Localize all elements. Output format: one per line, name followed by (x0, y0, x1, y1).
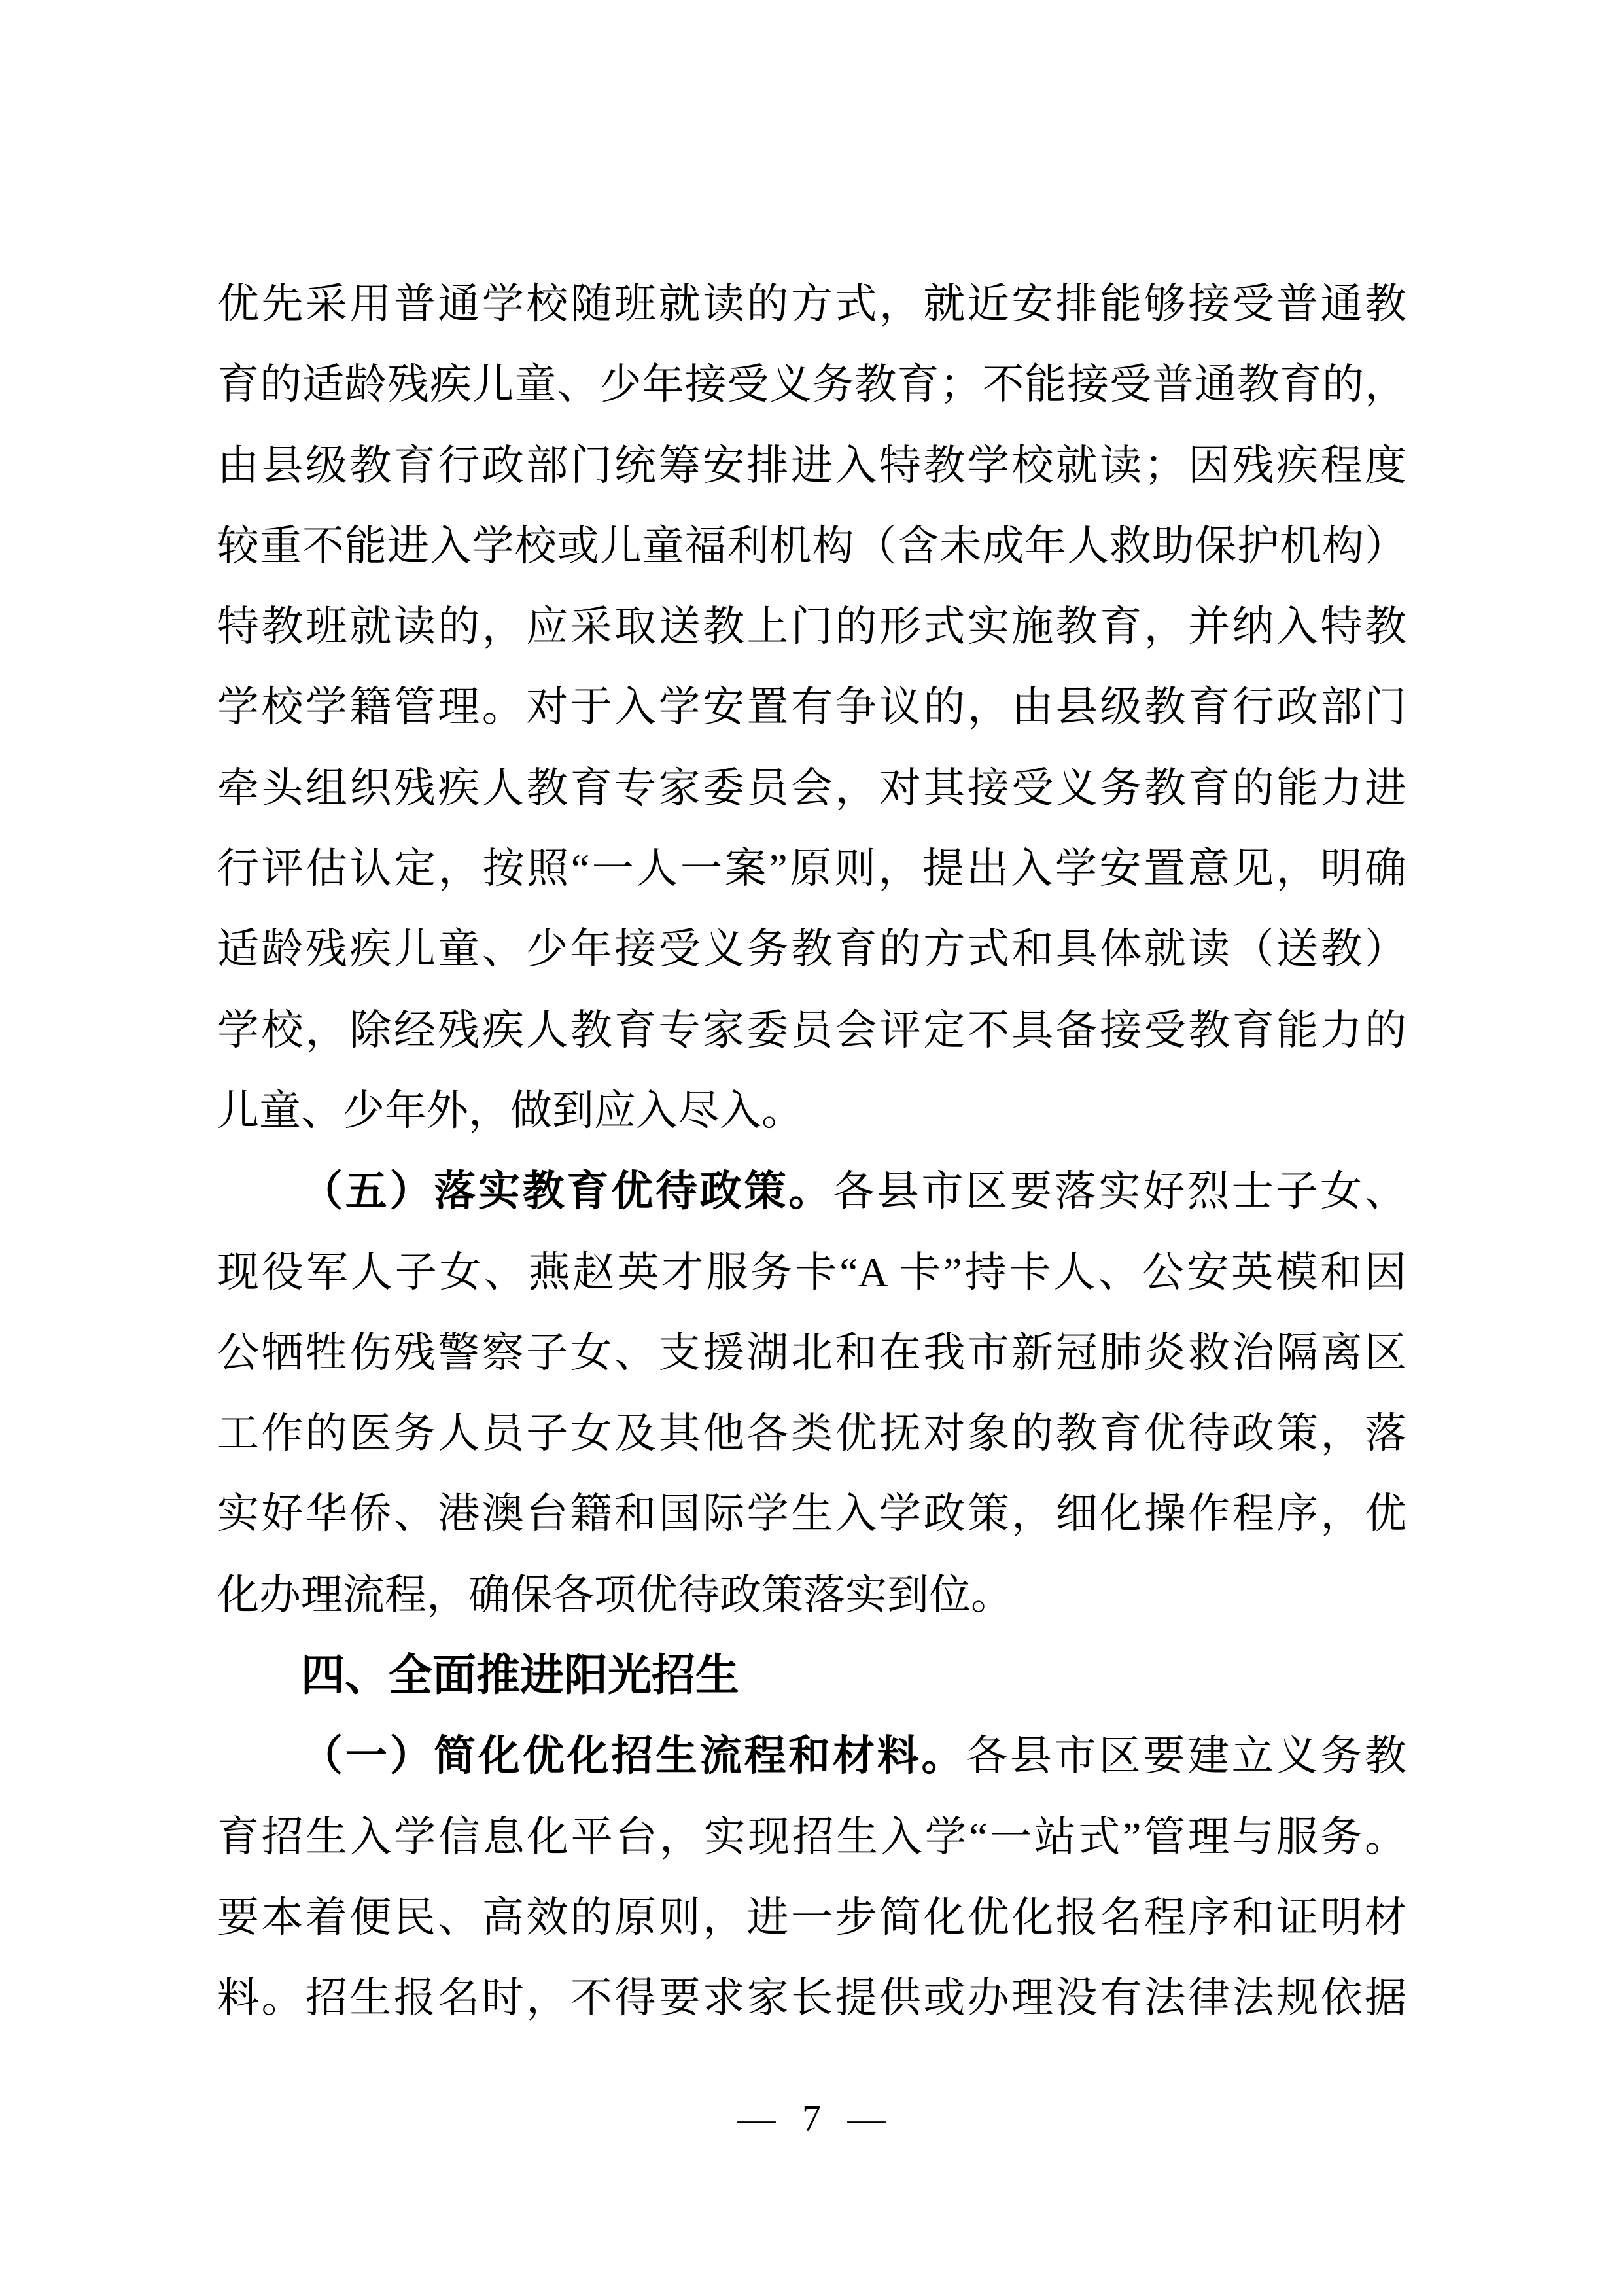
text-line-07: 牵头组织残疾人教育专家委员会，对其接受义务教育的能力进 (217, 764, 1406, 811)
text-line-16: 实好华侨、港澳台籍和国际学生入学政策，细化操作程序，优 (217, 1491, 1406, 1538)
clause-heading-five: （五）落实教育优待政策。 (301, 1168, 833, 1215)
text-line-12 (217, 1151, 1406, 1231)
text-line-13: 现役军人子女、燕赵英才服务卡“A 卡”持卡人、公安英模和因 (217, 1248, 1406, 1296)
text-line-22: 料。招生报名时，不得要求家长提供或办理没有法律法规依据 (217, 1975, 1406, 2022)
text-line-04: 较重不能进入学校或儿童福利机构（含未成年人救助保护机构） (217, 522, 1406, 569)
text-line-20: 育招生入学信息化平台，实现招生入学“一站式”管理与服务。 (217, 1813, 1406, 1860)
text-line-17: 化办理流程，确保各项优待政策落实到位。 (217, 1571, 1013, 1618)
text-line-03: 由县级教育行政部门统筹安排进入特教学校就读；因残疾程度 (217, 442, 1406, 489)
page-number: — 7 — (737, 2097, 886, 2140)
text-line-14: 公牺牲伤残警察子女、支援湖北和在我市新冠肺炎救治隔离区 (217, 1329, 1406, 1376)
document-text-block (217, 264, 1406, 2039)
text-line-09: 适龄残疾儿童、少年接受义务教育的方式和具体就读（送教） (217, 926, 1406, 973)
text-line-06: 学校学籍管理。对于入学安置有争议的，由县级教育行政部门 (217, 684, 1406, 731)
text-line-05: 特教班就读的，应采取送教上门的形式实施教育，并纳入特教 (217, 603, 1406, 650)
text-line-21: 要本着便民、高效的原则，进一步简化优化报名程序和证明材 (217, 1894, 1406, 1941)
clause-body-five: 各县市区要落实好烈士子女、 (833, 1168, 1406, 1215)
text-line-11: 儿童、少年外，做到应入尽入。 (217, 1087, 803, 1134)
text-line-08: 行评估认定，按照“一人一案”原则，提出入学安置意见，明确 (217, 845, 1406, 892)
clause-body-one: 各县市区要建立义务教 (966, 1733, 1406, 1780)
text-line-01: 优先采用普通学校随班就读的方式，就近安排能够接受普通教 (217, 281, 1406, 327)
text-line-10: 学校，除经残疾人教育专家委员会评定不具备接受教育能力的 (217, 1006, 1406, 1053)
text-line-02: 育的适龄残疾儿童、少年接受义务教育；不能接受普通教育的， (217, 361, 1406, 408)
text-line-19 (217, 1716, 1406, 1796)
text-line-15: 工作的医务人员子女及其他各类优抚对象的教育优待政策，落 (217, 1410, 1406, 1457)
section-heading-four: 四、全面推进阳光招生 (301, 1651, 739, 1701)
clause-heading-one: （一）简化优化招生流程和材料。 (301, 1733, 966, 1780)
